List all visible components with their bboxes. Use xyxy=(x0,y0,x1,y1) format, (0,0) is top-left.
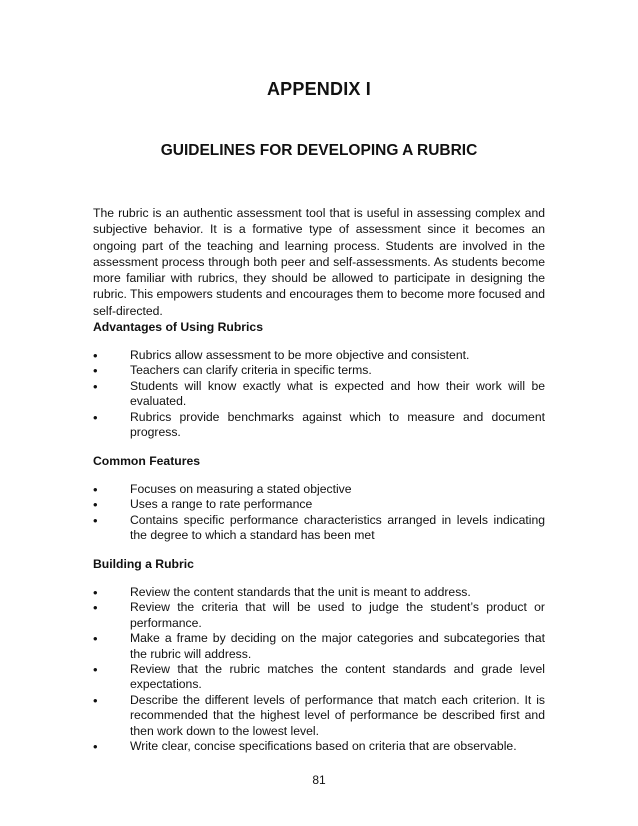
page-number: 81 xyxy=(312,773,326,787)
building-heading: Building a Rubric xyxy=(93,557,194,571)
list-item: • Write clear, concise specifications based on criteria that are observable. xyxy=(93,739,545,754)
list-item: • Students will know exactly what is expected and how their work will be evaluated. xyxy=(93,379,545,410)
list-item: • Uses a range to rate performance xyxy=(93,497,545,512)
guidelines-title: GUIDELINES FOR DEVELOPING A RUBRIC xyxy=(160,142,478,159)
advantages-heading: Advantages of Using Rubrics xyxy=(93,320,263,334)
list-item: • Make a frame by deciding on the major categories and subcategories that the rubric will address. xyxy=(93,631,545,662)
list-item: • Review the criteria that will be used to judge the student’s product or performance. xyxy=(93,600,545,631)
common-features-list xyxy=(93,482,545,544)
list-item: • Review that the rubric matches the content standards and grade level expectations. xyxy=(93,662,545,693)
advantages-list xyxy=(93,348,545,440)
list-item: • Contains specific performance characteristics arranged in levels indicating the degree to which a standard has been met xyxy=(93,513,545,544)
building-list xyxy=(93,585,545,754)
list-item: • Describe the different levels of performance that match each criterion. It is recommended that the highest level of performance be described first and then work down to the lowest level. xyxy=(93,693,545,739)
list-item: • Focuses on measuring a stated objective xyxy=(93,482,545,497)
common-features-heading: Common Features xyxy=(93,454,200,468)
list-item: • Rubrics provide benchmarks against which to measure and document progress. xyxy=(93,410,545,441)
list-item: • Teachers can clarify criteria in specific terms. xyxy=(93,363,545,378)
intro-paragraph: The rubric is an authentic assessment tool that is useful in assessing complex and subjective behavior. It is a formative type of assessment since it becomes an ongoing part of the teaching and learning process. Students are involved in the assessment process through both peer and self-assessments. As students become more familiar with rubrics, they should be allowed to participate in designing the rubric. This empowers students and encourages them to become more focused and self-directed. xyxy=(93,206,545,318)
list-item: • Review the content standards that the unit is meant to address. xyxy=(93,585,545,600)
list-item: • Rubrics allow assessment to be more objective and consistent. xyxy=(93,348,545,363)
appendix-title: APPENDIX I xyxy=(266,79,372,99)
